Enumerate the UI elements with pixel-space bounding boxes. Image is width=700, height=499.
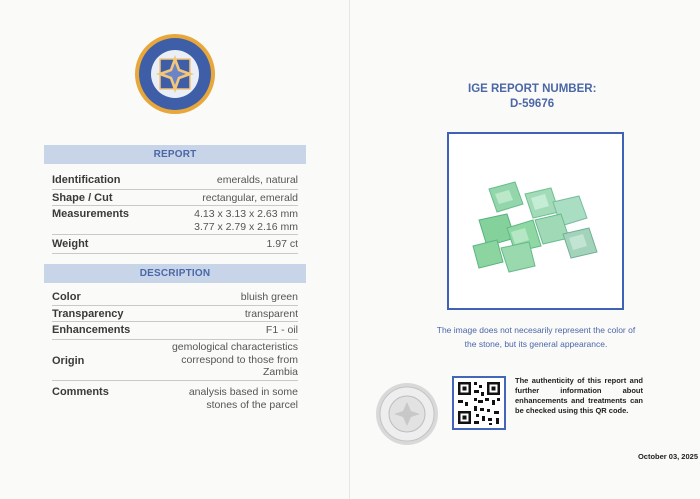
description-header: DESCRIPTION <box>44 264 306 283</box>
caption-line-1: The image does not necesarily represent the color of <box>436 325 636 335</box>
origin-label: Origin <box>52 355 85 367</box>
image-disclaimer <box>426 323 646 351</box>
divider <box>52 205 298 206</box>
report-date: October 03, 2025 <box>637 452 698 461</box>
silver-seal <box>375 382 439 446</box>
divider <box>52 339 298 340</box>
divider <box>52 189 298 190</box>
shape-label: Shape / Cut <box>52 192 113 204</box>
comments-value: analysis based in some <box>188 386 298 398</box>
row-measurements <box>52 208 298 236</box>
qr-code[interactable] <box>452 376 506 430</box>
caption-line-2: the stone, but its general appearance. <box>464 339 608 349</box>
origin-value-3: Zambia <box>262 366 298 378</box>
ige-logo <box>134 33 216 115</box>
report-header: REPORT <box>44 145 306 164</box>
measurements-value-2: 3.77 x 2.79 x 2.16 mm <box>194 221 298 233</box>
shape-value: rectangular, emerald <box>202 192 298 204</box>
row-comments <box>52 386 298 414</box>
transparency-label: Transparency <box>52 308 124 320</box>
divider <box>52 380 298 381</box>
row-origin <box>52 341 298 381</box>
identification-label: Identification <box>52 174 121 186</box>
measurements-value: 4.13 x 3.13 x 2.63 mm <box>194 208 298 220</box>
identification-value: emeralds, natural <box>216 174 298 186</box>
weight-label: Weight <box>52 238 89 250</box>
enhancements-label: Enhancements <box>52 324 131 336</box>
comments-label: Comments <box>52 386 109 398</box>
emeralds-image <box>449 134 622 308</box>
divider <box>52 321 298 322</box>
origin-value: gemological characteristics <box>171 341 298 353</box>
measurements-label: Measurements <box>52 208 130 220</box>
left-panel <box>0 0 349 499</box>
enhancements-value: F1 - oil <box>265 324 298 336</box>
report-number-label: IGE REPORT NUMBER: <box>468 83 597 95</box>
qr-code-icon <box>454 378 504 428</box>
weight-value: 1.97 ct <box>266 238 298 250</box>
report-number-block <box>468 82 688 112</box>
comments-value-2: stones of the parcel <box>206 398 298 411</box>
transparency-value: transparent <box>244 308 298 320</box>
fold-line <box>349 0 350 499</box>
divider <box>52 305 298 306</box>
report-number: D-59676 <box>510 98 555 110</box>
authenticity-note: The authenticity of this report and further information about enhancements and treatments can be checked using this QR code. <box>515 376 643 415</box>
color-value: bluish green <box>240 291 298 303</box>
divider <box>52 253 298 254</box>
divider <box>52 234 298 235</box>
color-label: Color <box>52 291 81 303</box>
stone-photo <box>447 132 624 310</box>
origin-value-2: correspond to those from <box>181 353 298 366</box>
